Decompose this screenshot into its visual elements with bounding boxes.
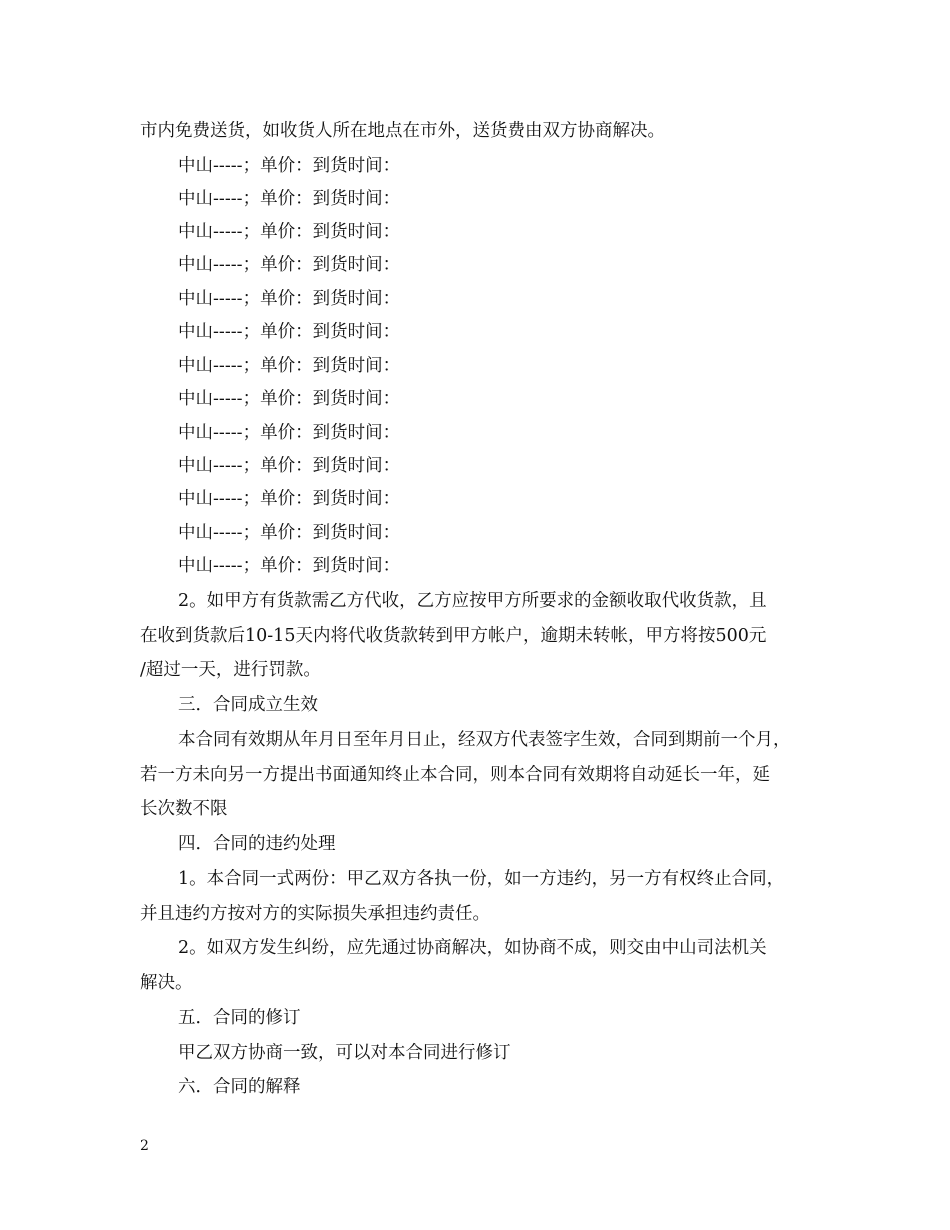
delivery-row: 中山-----；单价：到货时间： [178,289,401,309]
paragraph-line: 解决。 [140,973,193,993]
delivery-row: 中山-----；单价：到货时间： [178,556,401,576]
paragraph-line: 在收到货款后10-15天内将代收货款转到甲方帐户，逾期未转帐，甲方将按500元 [140,626,767,646]
delivery-row: 中山-----；单价：到货时间： [178,356,401,376]
paragraph-line: 若一方未向另一方提出书面通知终止本合同，则本合同有效期将自动延长一年，延 [140,765,770,785]
delivery-row: 中山-----；单价：到货时间： [178,423,401,443]
delivery-row: 中山-----；单价：到货时间： [178,523,401,543]
section-heading: 六．合同的解释 [178,1077,301,1097]
paragraph-line: 2。如双方发生纠纷，应先通过协商解决，如协商不成，则交由中山司法机关 [178,938,767,958]
paragraph-line: 本合同有效期从年月日至年月日止，经双方代表签字生效，合同到期前一个月， [178,730,791,750]
delivery-row: 中山-----；单价：到货时间： [178,189,401,209]
paragraph-line: 并且违约方按对方的实际损失承担违约责任。 [140,904,490,924]
page-number: 2 [140,1138,149,1154]
paragraph-line: 甲乙双方协商一致，可以对本合同进行修订 [178,1043,511,1063]
section-heading: 五．合同的修订 [178,1008,301,1028]
paragraph-line: 2。如甲方有货款需乙方代收，乙方应按甲方所要求的金额收取代收货款，且 [178,591,767,611]
delivery-row: 中山-----；单价：到货时间： [178,322,401,342]
delivery-row: 中山-----；单价：到货时间： [178,156,401,176]
paragraph-line: 长次数不限 [140,799,228,819]
delivery-row: 中山-----；单价：到货时间： [178,255,401,275]
paragraph-line: 市内免费送货，如收货人所在地点在市外，送货费由双方协商解决。 [140,121,665,141]
paragraph-line: /超过一天，进行罚款。 [140,660,321,680]
delivery-row: 中山-----；单价：到货时间： [178,389,401,409]
section-heading: 三．合同成立生效 [178,695,318,715]
delivery-row: 中山-----；单价：到货时间： [178,489,401,509]
delivery-row: 中山-----；单价：到货时间： [178,222,401,242]
section-heading: 四．合同的违约处理 [178,834,336,854]
paragraph-line: 1。本合同一式两份：甲乙双方各执一份，如一方违约，另一方有权终止合同， [178,869,785,889]
delivery-row: 中山-----；单价：到货时间： [178,456,401,476]
